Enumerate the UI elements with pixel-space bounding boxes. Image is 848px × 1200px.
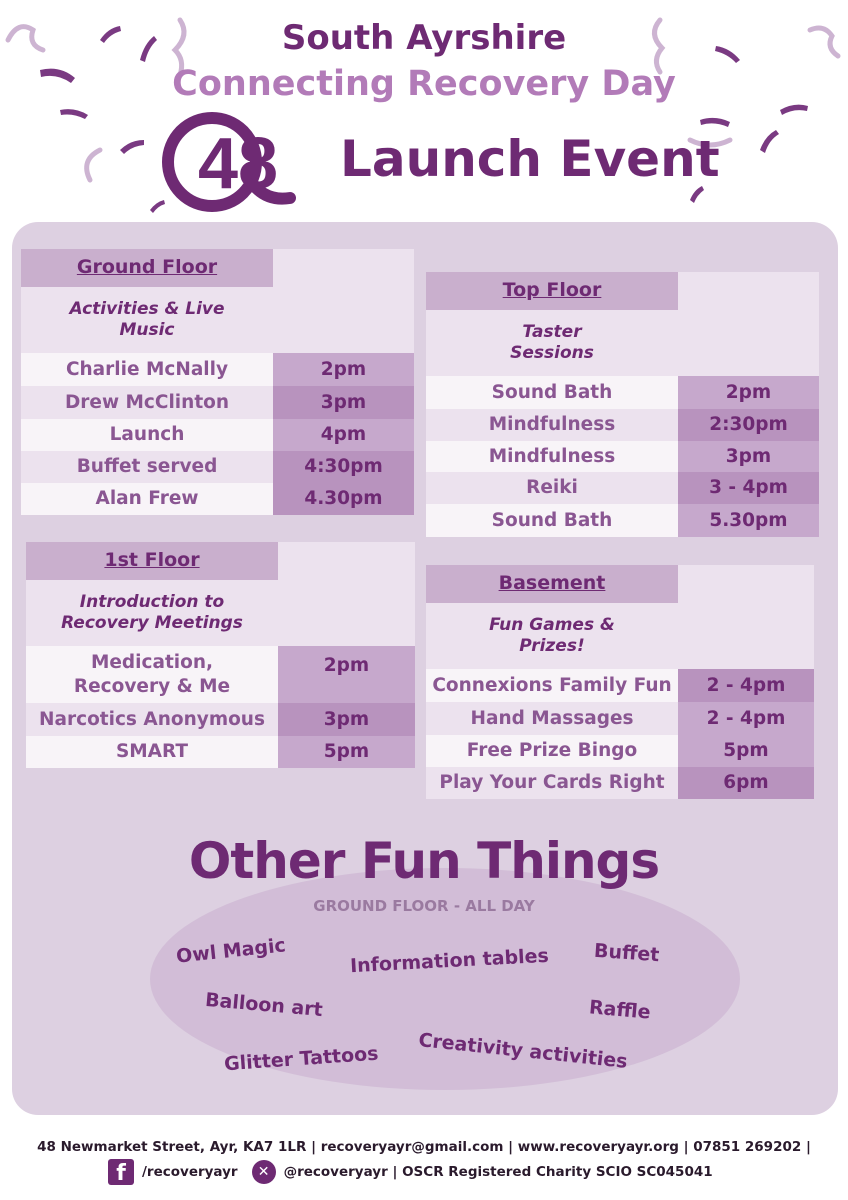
ground-floor-subheading: Activities & Live Music [21, 287, 273, 353]
event-name: Reiki [426, 472, 678, 504]
logo-number: 48 [198, 124, 279, 204]
event-name: Alan Frew [21, 483, 273, 515]
event-time: 2pm [273, 353, 414, 386]
event-name: Drew McClinton [21, 386, 273, 419]
event-name: Sound Bath [426, 376, 678, 409]
event-time: 4pm [273, 419, 414, 451]
blank-cell [678, 565, 814, 669]
event-time: 6pm [678, 767, 814, 799]
footer-contact-line: 48 Newmarket Street, Ayr, KA7 1LR | recoveryayr@gmail.com | www.recoveryayr.org | 07851 269202 | [37, 1139, 811, 1155]
event-name: Buffet served [21, 451, 273, 483]
event-time: 5.30pm [678, 504, 819, 537]
event-name: Mindfulness [426, 441, 678, 472]
blank-cell [273, 249, 414, 353]
event-time: 3 - 4pm [678, 472, 819, 504]
event-time: 2 - 4pm [678, 669, 814, 702]
fun-item: Information tables [349, 944, 550, 978]
fun-item: Glitter Tattoos [223, 1042, 380, 1076]
event-name: SMART [26, 736, 278, 768]
event-time: 4.30pm [273, 483, 414, 515]
title-line-3: Launch Event [340, 130, 720, 188]
event-name: Charlie McNally [21, 353, 273, 386]
basement-heading: Basement [426, 565, 678, 603]
fun-item: Buffet [593, 939, 661, 967]
fun-item: Balloon art [204, 988, 324, 1022]
blank-cell [278, 542, 415, 646]
facebook-handle[interactable]: /recoveryayr [142, 1164, 238, 1180]
top-floor-heading: Top Floor [426, 272, 678, 310]
basement-subheading: Fun Games & Prizes! [426, 603, 678, 669]
footer-social-line [108, 1158, 713, 1186]
at-48-logo [160, 110, 320, 214]
title-line-2: Connecting Recovery Day [172, 64, 676, 104]
fun-item: Creativity activities [417, 1029, 629, 1073]
top-floor-subheading: Taster Sessions [426, 310, 678, 376]
event-name: Hand Massages [426, 702, 678, 735]
fun-item: Raffle [588, 996, 652, 1024]
event-name: Launch [21, 419, 273, 451]
event-name: Narcotics Anonymous [26, 703, 278, 736]
event-name: Mindfulness [426, 409, 678, 441]
first-floor-heading: 1st Floor [26, 542, 278, 580]
ground-floor-heading: Ground Floor [21, 249, 273, 287]
event-name: Free Prize Bingo [426, 735, 678, 767]
x-icon[interactable]: ✕ [252, 1160, 276, 1184]
event-time: 3pm [678, 441, 819, 472]
event-time: 2pm [678, 376, 819, 409]
event-time: 5pm [678, 735, 814, 767]
x-handle-charity: @recoveryayr | OSCR Registered Charity SCIO SC045041 [283, 1164, 713, 1180]
title-line-1: South Ayrshire [281, 18, 567, 58]
fun-item: Owl Magic [175, 934, 287, 968]
event-time: 2pm [278, 646, 415, 703]
other-fun-subtitle: GROUND FLOOR - ALL DAY [313, 897, 535, 915]
event-time: 3pm [273, 386, 414, 419]
event-time: 4:30pm [273, 451, 414, 483]
other-fun-title: Other Fun Things [188, 832, 660, 890]
event-time: 3pm [278, 703, 415, 736]
event-name: Medication, Recovery & Me [26, 646, 278, 703]
event-time: 2:30pm [678, 409, 819, 441]
first-floor-subheading: Introduction to Recovery Meetings [26, 580, 278, 646]
event-name: Connexions Family Fun [426, 669, 678, 702]
event-time: 2 - 4pm [678, 702, 814, 735]
event-name: Play Your Cards Right [426, 767, 678, 799]
event-name: Sound Bath [426, 504, 678, 537]
facebook-icon[interactable]: f [108, 1159, 134, 1185]
blank-cell [678, 272, 819, 376]
event-time: 5pm [278, 736, 415, 768]
